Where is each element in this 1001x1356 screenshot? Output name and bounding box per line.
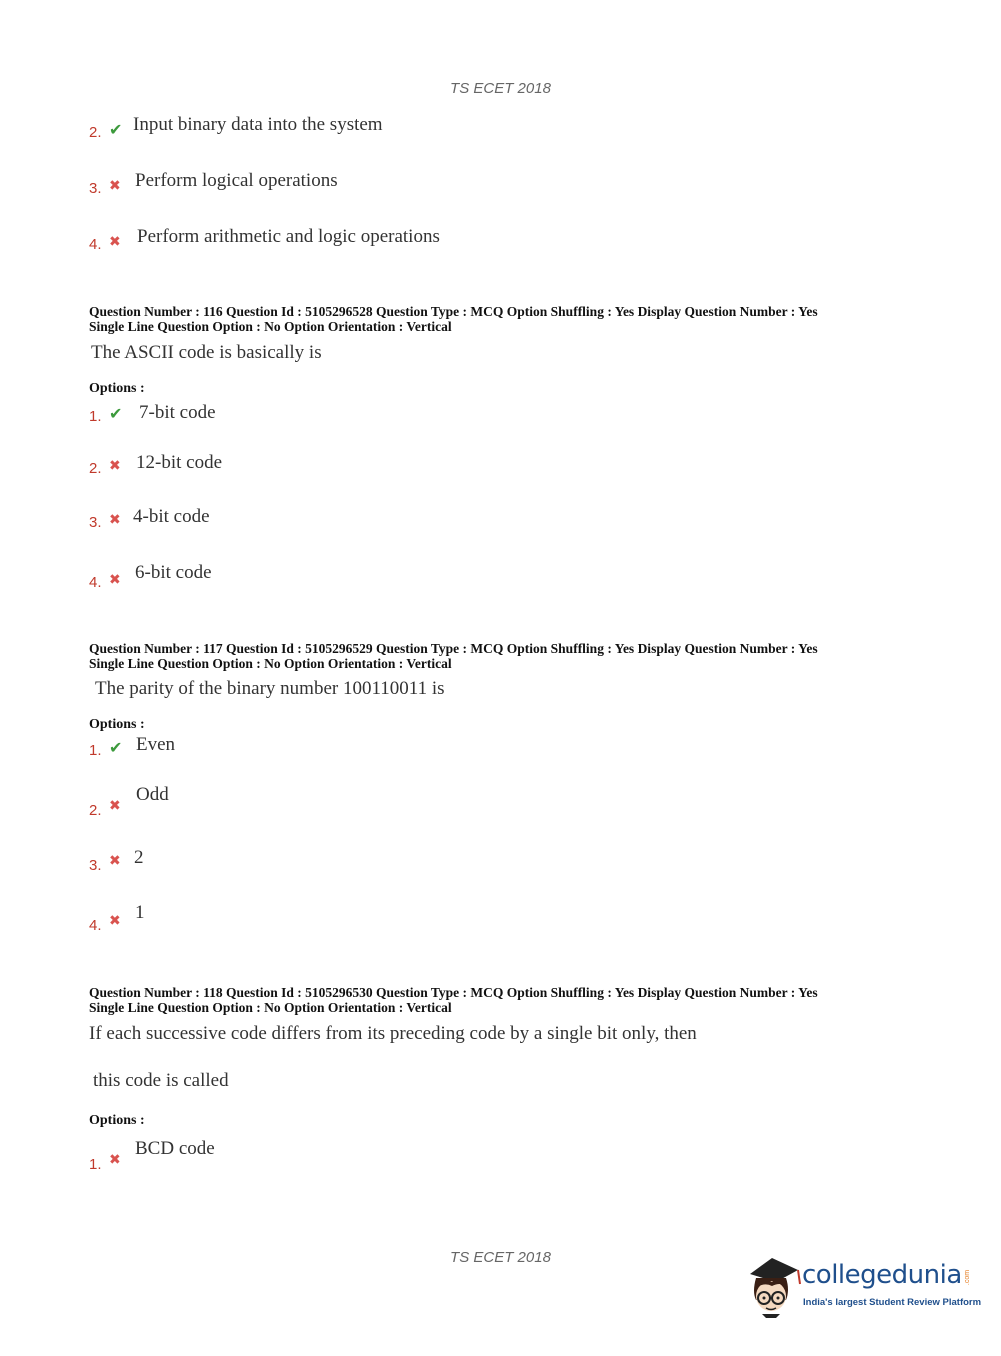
question-text: The ASCII code is basically is [91, 342, 322, 363]
option-text: 1 [135, 902, 145, 923]
option-number: 2. [89, 802, 102, 819]
question-meta: Question Number : 116 Question Id : 5105296528 Question Type : MCQ Option Shuffling : Yes Display Question Number : Yes [89, 304, 818, 319]
option-number: 1. [89, 1156, 102, 1173]
option-text: Perform logical operations [135, 170, 338, 191]
question-meta: Question Number : 118 Question Id : 5105296530 Question Type : MCQ Option Shuffling : Yes Display Question Number : Yes [89, 985, 818, 1000]
option-number: 4. [89, 574, 102, 591]
option-text: 7-bit code [139, 402, 216, 423]
question-meta: Single Line Question Option : No Option Orientation : Vertical [89, 656, 452, 671]
option-number: 2. [89, 124, 102, 141]
cross-icon: ✖ [109, 458, 121, 474]
question-text-continued: this code is called [93, 1070, 229, 1091]
cross-icon: ✖ [109, 178, 121, 194]
option-number: 1. [89, 742, 102, 759]
logo-tagline: India's largest Student Review Platform [803, 1297, 982, 1308]
cross-icon: ✖ [109, 572, 121, 588]
logo-wordmark: collegedunia [802, 1260, 962, 1290]
cross-icon: ✖ [109, 913, 121, 929]
option-number: 4. [89, 236, 102, 253]
option-text: Odd [136, 784, 169, 805]
options-label: Options : [89, 717, 145, 732]
options-label: Options : [89, 1113, 145, 1128]
cross-icon: ✖ [109, 512, 121, 528]
mascot-icon [742, 1252, 804, 1320]
logo-com: .com [964, 1269, 972, 1286]
question-meta: Question Number : 117 Question Id : 5105296529 Question Type : MCQ Option Shuffling : Yes Display Question Number : Yes [89, 641, 818, 656]
option-number: 3. [89, 514, 102, 531]
option-text: 4-bit code [133, 506, 210, 527]
option-number: 4. [89, 917, 102, 934]
question-text: The parity of the binary number 100110011 is [95, 678, 445, 699]
check-icon: ✔ [109, 404, 123, 423]
option-number: 1. [89, 408, 102, 425]
check-icon: ✔ [109, 738, 123, 757]
question-meta: Single Line Question Option : No Option Orientation : Vertical [89, 1000, 452, 1015]
check-icon: ✔ [109, 120, 123, 139]
page-footer: TS ECET 2018 [450, 1249, 551, 1266]
cross-icon: ✖ [109, 798, 121, 814]
option-text: 2 [134, 847, 144, 868]
question-meta: Single Line Question Option : No Option Orientation : Vertical [89, 319, 452, 334]
option-text: Even [136, 734, 176, 755]
option-text: 12-bit code [136, 452, 223, 473]
cross-icon: ✖ [109, 1152, 121, 1168]
question-text: If each successive code differs from its preceding code by a single bit only, then [89, 1023, 697, 1044]
cross-icon: ✖ [109, 234, 121, 250]
page-header: TS ECET 2018 [450, 80, 551, 97]
options-label: Options : [89, 381, 145, 396]
collegedunia-logo [742, 1252, 982, 1322]
option-text: Perform arithmetic and logic operations [137, 226, 440, 247]
cross-icon: ✖ [109, 853, 121, 869]
option-text: Input binary data into the system [133, 114, 383, 135]
option-number: 3. [89, 180, 102, 197]
option-number: 2. [89, 460, 102, 477]
option-text: BCD code [135, 1138, 215, 1159]
option-text: 6-bit code [135, 562, 212, 583]
option-number: 3. [89, 857, 102, 874]
